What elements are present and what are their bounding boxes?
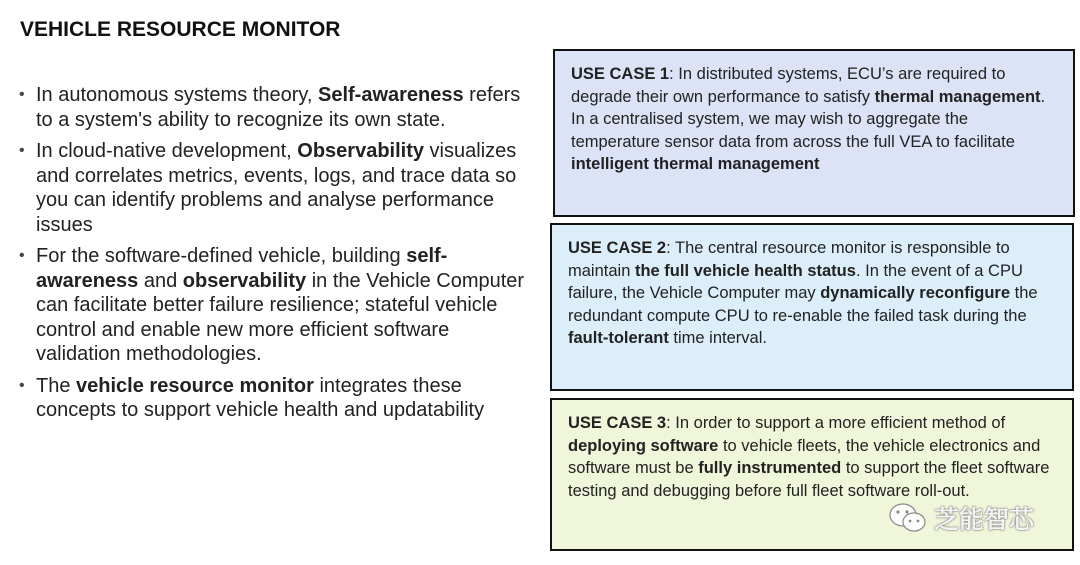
seg: The <box>36 374 77 397</box>
seg-bold: intelligent thermal management <box>571 155 820 173</box>
bullet-dot: • <box>19 142 25 159</box>
seg-bold: deploying software <box>568 436 719 455</box>
seg: integrates these concepts to support vehicle health and updatability <box>36 374 485 421</box>
bullet-item <box>18 374 533 423</box>
bullet-item <box>18 139 533 237</box>
use-case-1-box <box>553 49 1075 217</box>
seg: time interval. <box>668 329 767 347</box>
bullet-item <box>18 244 533 367</box>
seg: In cloud-native development, <box>36 140 298 162</box>
seg: . In a centralised system, we may wish to aggregate the temperature sensor data from across the full VEA to facilitate <box>571 87 1046 151</box>
seg: In autonomous systems theory, <box>36 84 318 106</box>
seg: visualizes and correlates metrics, events, logs, and trace data so you can identify problems and analyse performance issues <box>36 140 517 236</box>
bullet-dot: • <box>19 376 25 394</box>
seg-bold: fault-tolerant <box>568 329 669 347</box>
seg-bold: vehicle resource monitor <box>76 374 314 397</box>
seg: : In distributed systems, ECU’s are required to degrade their own performance to satisfy <box>571 65 1006 106</box>
bullet-list <box>18 83 533 430</box>
seg-bold: Observability <box>297 140 424 162</box>
seg-bold: Self-awareness <box>317 84 464 106</box>
seg: : In order to support a more efficient method of <box>666 414 1006 432</box>
seg: in the Vehicle Computer can facilitate better failure resilience; stateful vehicle control and enable new more efficient software validation methodologies. <box>36 269 525 365</box>
use-case-2-box <box>550 223 1074 391</box>
wechat-icon <box>888 501 928 535</box>
watermark-text: 芝能智芯 <box>934 505 1035 534</box>
seg-bold: fully instrumented <box>698 459 842 477</box>
seg: : The central resource monitor is responsible to maintain <box>568 239 1010 280</box>
seg-bold: the full vehicle health status <box>634 261 856 280</box>
seg: For the software-defined vehicle, building <box>36 245 407 267</box>
page-title: VEHICLE RESOURCE MONITOR <box>20 18 341 41</box>
seg: and <box>138 269 183 292</box>
watermark <box>888 500 1034 536</box>
seg-bold: thermal management <box>874 87 1041 106</box>
bullet-dot: • <box>19 247 25 264</box>
use-case-label: USE CASE 2 <box>568 239 667 257</box>
seg: to vehicle fleets, the vehicle electronics and software must be <box>568 436 1041 477</box>
seg: the redundant compute CPU to re-enable the failed task during the <box>568 284 1038 325</box>
seg-bold: self-awareness <box>36 245 448 292</box>
seg: refers to a system's ability to recognize its own state. <box>36 84 521 131</box>
seg: . In the event of a CPU failure, the Vehicle Computer may <box>568 261 1023 302</box>
use-case-label: USE CASE 3 <box>568 414 667 432</box>
bullet-dot: • <box>19 86 25 103</box>
seg: to support the fleet software testing and debugging before full fleet software roll-out. <box>568 459 1050 500</box>
bullet-item <box>18 83 533 132</box>
use-case-label: USE CASE 1 <box>571 65 670 83</box>
seg-bold: dynamically reconfigure <box>820 284 1011 302</box>
seg-bold: observability <box>182 269 307 292</box>
